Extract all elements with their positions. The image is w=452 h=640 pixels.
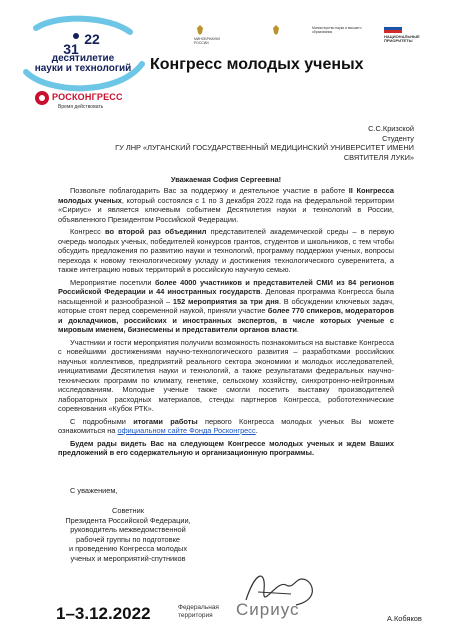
footer-sirius-logo: Сириус [236, 600, 300, 619]
partner-national-priorities: НАЦИОНАЛЬНЫЕ ПРИОРИТЕТЫ [384, 24, 438, 43]
logo-line1: десятилетие [51, 53, 115, 64]
paragraph-1: Позвольте поблагодарить Вас за поддержку и деятельное участие в работе II Конгресса молодых ученых, который состоялся с 1 по 3 декабря 2022 года на федеральной территории «Сириус» и является ключевым событием Десятилетия науки и технологий в России, объявленного Президентом Российской Федерации. [58, 186, 394, 224]
footer-signer-name: А.Кобяков [387, 614, 422, 623]
decade-logo-text [18, 31, 148, 74]
partner-minnauki: Министерство науки и высшего образования [312, 26, 362, 34]
paragraph-5: С подробными итогами работы первого Конгресса молодых ученых Вы можете ознакомиться на официальном сайте Фонда Росконгресс. [58, 416, 394, 435]
greeting: Уважаемая София Сергеевна! [170, 175, 282, 184]
partner-minpros [270, 24, 310, 37]
paragraph-4: Участники и гости мероприятия получили возможность познакомиться на выставке Конгресса с новейшими достижениями научно-технологического развития – разработками российских научных коллективов, предприятий реального сектора экономики и молодых исследователей, инициативами Десятилетия науки и технологий, а также результатами федеральных научно-технических программ по климату, генетике, сельскому хозяйству, синхротронно-нейтронным исследованиям. Молодые ученые также смогли посетить выставку производителей лабораторных расходных материалов, стенды партнеров Конгресса, робототехнические соревнования «Кубок РТК». [58, 337, 394, 413]
congress-title: Конгресс молодых ученых [150, 56, 364, 73]
addressee-block [54, 124, 414, 162]
logo-line2: науки и технологий [34, 63, 132, 74]
roscongress-name: РОСКОНГРЕСС [52, 92, 123, 102]
logo-year-bottom: 31 [63, 41, 79, 57]
footer-federal-territory: Федеральная территория [178, 604, 219, 619]
addressee-role: Студенту [382, 133, 414, 143]
eagle-emblem-icon [270, 24, 282, 36]
paragraph-3: Мероприятие посетили более 4000 участников и представителей СМИ из 84 регионов Российской Федерации и 44 иностранных государств. Деловая программа Конгресса была насыщенной и разнообразной – 152 мероприятия за три дня. В обсуждении ключевых задач, которые стоят перед современной наукой, приняли участие более 770 спикеров, модераторов и докладчиков, российских и иностранных экспертов, в числе которых ученые с мировым именем, бизнесмены и представители органов власти. [58, 277, 395, 334]
closing-phrase: С уважением, [70, 486, 118, 495]
footer-dates: 1–3.12.2022 [56, 604, 151, 623]
logo-year-top: 22 [84, 31, 100, 47]
roscongress-site-link[interactable]: официальном сайте Фонда Росконгресс [117, 426, 256, 435]
addressee-org-line1: ГУ ЛНР «ЛУГАНСКИЙ ГОСУДАРСТВЕННЫЙ МЕДИЦИНСКИЙ УНИВЕРСИТЕТ ИМЕНИ [115, 143, 414, 153]
paragraph-6: Будем рады видеть Вас на следующем Конгрессе молодых ученых и ждем Ваших предложений в его содержательную и организационную программы. [58, 438, 394, 457]
eagle-emblem-icon [194, 24, 206, 36]
priorities-flag-icon [384, 24, 402, 34]
letter-body [58, 186, 394, 461]
signer-title: Советник Президента Российской Федерации, руководитель межведомственной рабочей группы по подготовке и проведению Конгресса молодых ученых и мероприятий-спутников [65, 506, 191, 563]
paragraph-2: Конгресс во второй раз объединил представителей академической среды – в первую очередь молодых ученых, победителей конкурсов грантов, студентов и школьников, с тем чтобы обсудить предложения по развитию науки и технологий, программу поддержки ученых, вопросы перехода к новому технологическому укладу и достижения технологического суверенитета, а также интеграцию новых территорий в российскую научную семью. [58, 227, 395, 274]
roscongress-tagline: Время действовать [58, 104, 104, 110]
roscongress-emblem-icon [34, 90, 50, 106]
partner-minobr: МИНОБРНАУКИ РОССИИ [194, 24, 234, 45]
addressee-name: С.С.Кризской [368, 124, 414, 133]
addressee-org-line2: СВЯТИТЕЛЯ ЛУКИ» [343, 152, 414, 162]
